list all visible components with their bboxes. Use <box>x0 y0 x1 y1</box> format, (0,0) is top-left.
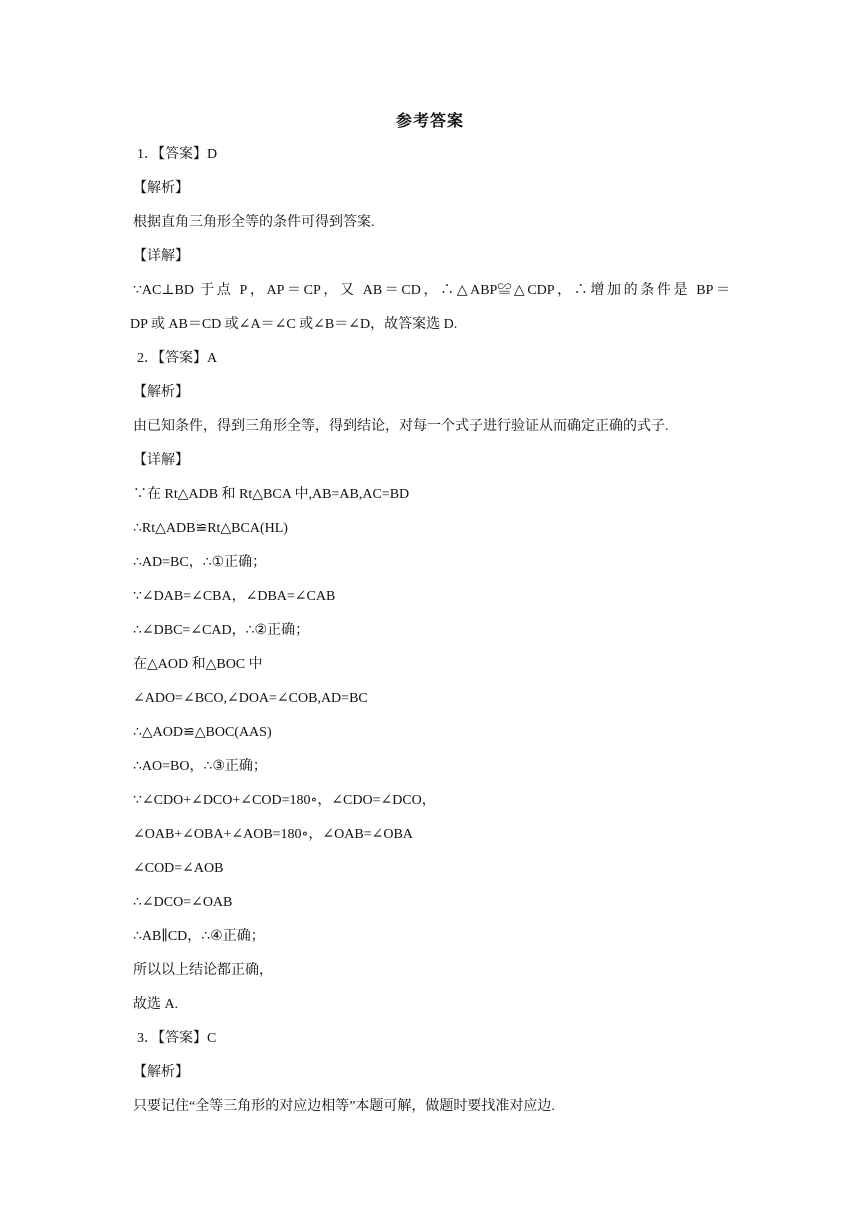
analysis-heading: 【解析】 <box>133 385 189 400</box>
detail-text-line: 故选 A. <box>133 997 179 1012</box>
detail-text-line: ∴△AOD≌△BOC(AAS) <box>133 725 272 740</box>
answer-3-heading: 3．【答案】C <box>137 1031 217 1046</box>
detail-text-line: ∴AB∥CD，∴④正确； <box>133 929 265 944</box>
detail-text-line: ∴Rt△ADB≌Rt△BCA(HL) <box>133 521 288 536</box>
detail-text-line: ∵∠CDO+∠DCO+∠COD=180∘，∠CDO=∠DCO， <box>133 793 436 808</box>
detail-text-line: 在△AOD 和△BOC 中 <box>133 657 263 672</box>
detail-text-line: ∠OAB+∠OBA+∠AOB=180∘，∠OAB=∠OBA <box>133 827 413 842</box>
detail-text-line: 所以以上结论都正确， <box>133 963 273 978</box>
analysis-text: 根据直角三角形全等的条件可得到答案. <box>133 215 375 230</box>
analysis-text: 由已知条件，得到三角形全等，得到结论，对每一个式子进行验证从而确定正确的式子. <box>133 419 669 434</box>
detail-text-line: ∴∠DBC=∠CAD，∴②正确； <box>133 623 310 638</box>
detail-text-line: ∴∠DCO=∠OAB <box>133 895 233 910</box>
detail-text-line: DP 或 AB＝CD 或∠A＝∠C 或∠B＝∠D，故答案选 D. <box>130 317 458 332</box>
detail-text-line: ∵∠DAB=∠CBA，∠DBA=∠CAB <box>133 589 336 604</box>
detail-text-line: ∵在 Rt△ADB 和 Rt△BCA 中,AB=AB,AC=BD <box>133 487 410 502</box>
detail-text-line: ∵AC⊥BD 于点 P，AP＝CP，又 AB＝CD，∴△ABP≌△CDP，∴增加的条件是 BP＝ <box>133 283 730 298</box>
analysis-heading: 【解析】 <box>133 1065 189 1080</box>
detail-heading: 【详解】 <box>133 249 189 264</box>
detail-text-line: ∴AO=BO，∴③正确； <box>133 759 267 774</box>
detail-text-line: ∴AD=BC，∴①正确； <box>133 555 267 570</box>
page-title: 参考答案 <box>395 113 464 130</box>
detail-text-line: ∠ADO=∠BCO,∠DOA=∠COB,AD=BC <box>133 691 368 706</box>
analysis-text: 只要记住“全等三角形的对应边相等”本题可解，做题时要找准对应边. <box>133 1099 555 1114</box>
analysis-heading: 【解析】 <box>133 181 189 196</box>
detail-text-line: ∠COD=∠AOB <box>133 861 224 876</box>
answer-2-heading: 2．【答案】A <box>137 351 218 366</box>
answer-1-heading: 1．【答案】D <box>137 147 218 162</box>
detail-heading: 【详解】 <box>133 453 189 468</box>
